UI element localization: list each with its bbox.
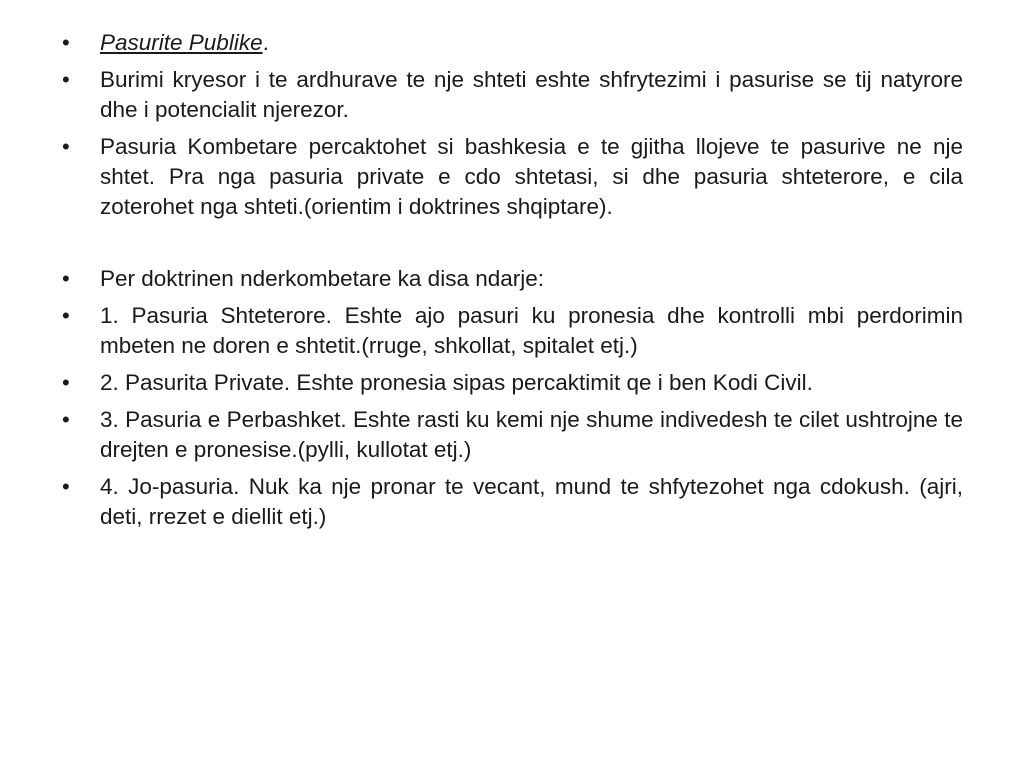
bullet-icon: • (62, 474, 70, 499)
bullet-list (62, 28, 963, 539)
bullet-text: 1. Pasuria Shteterore. Eshte ajo pasuri ku pronesia dhe kontrolli mbi perdorimin mbeten ne doren e shtetit.(rruge, shkollat, spitalet etj.) (100, 303, 963, 358)
bullet-icon: • (62, 134, 70, 159)
bullet-icon: • (62, 370, 70, 395)
bullet-item-common-property (62, 405, 963, 465)
bullet-text: Burimi kryesor i te ardhurave te nje shteti eshte shfrytezimi i pasurise se tij natyrore dhe i potencialit njerezor. (100, 67, 963, 122)
bullet-text: 2. Pasurita Private. Eshte pronesia sipas percaktimit qe i ben Kodi Civil. (100, 370, 813, 395)
bullet-item-non-property (62, 472, 963, 532)
bullet-item-title (62, 28, 963, 58)
bullet-item-state-property (62, 301, 963, 361)
bullet-icon: • (62, 303, 70, 328)
bullet-icon: • (62, 30, 70, 55)
bullet-item-national-wealth (62, 132, 963, 222)
bullet-text: Pasuria Kombetare percaktohet si bashkesia e te gjitha llojeve te pasurive ne nje shtet. Pra nga pasuria private e cdo shtetasi, si dhe pasuria shteterore, e cila zoterohet nga shteti.(orientim i doktrines shqiptare). (100, 134, 963, 219)
bullet-icon: • (62, 67, 70, 92)
bullet-text: 3. Pasuria e Perbashket. Eshte rasti ku kemi nje shume indivedesh te cilet ushtrojne te drejten e pronesise.(pylli, kullotat etj.) (100, 407, 963, 462)
bullet-item-private-property (62, 368, 963, 398)
heading-suffix: . (262, 30, 269, 55)
bullet-text: 4. Jo-pasuria. Nuk ka nje pronar te vecant, mund te shfytezohet nga cdokush. (ajri, deti, rrezet e diellit etj.) (100, 474, 963, 529)
bullet-item-income-source (62, 65, 963, 125)
bullet-item-international-doctrine (62, 264, 963, 294)
bullet-icon: • (62, 407, 70, 432)
bullet-text: Per doktrinen nderkombetare ka disa ndarje: (100, 266, 545, 291)
bullet-icon: • (62, 266, 70, 291)
slide-heading: Pasurite Publike (100, 30, 263, 55)
